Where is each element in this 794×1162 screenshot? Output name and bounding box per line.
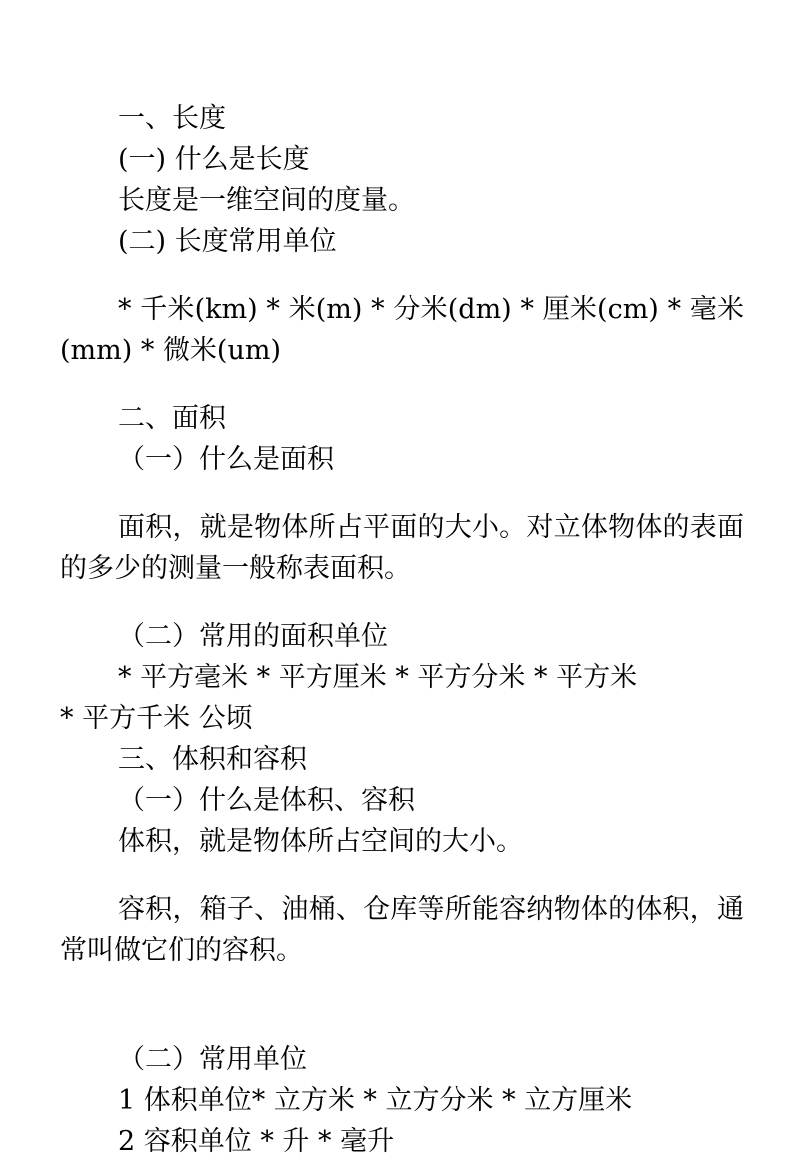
- heading-area: 二、面积: [118, 403, 226, 434]
- paragraph-volume-units-line2: 2 容积单位 * 升 * 毫升: [118, 1126, 395, 1157]
- heading-length: 一、长度: [118, 103, 226, 134]
- subheading-volume-units: （二）常用单位: [118, 1044, 307, 1075]
- blank-line: [60, 998, 744, 1039]
- heading-volume: 三、体积和容积: [118, 744, 307, 775]
- paragraph-length-definition: 长度是一维空间的度量。: [118, 185, 415, 216]
- paragraph-volume-units-line1: 1 体积单位* 立方米 * 立方分米 * 立方厘米: [118, 1085, 633, 1116]
- subheading-what-is-volume: （一）什么是体积、容积: [118, 785, 415, 816]
- paragraph-area-units-line1: * 平方毫米 * 平方厘米 * 平方分米 * 平方米: [118, 662, 638, 693]
- paragraph-volume-definition: 体积，就是物体所占空间的大小。: [118, 826, 523, 857]
- subheading-what-is-length: (一) 什么是长度: [118, 144, 310, 175]
- subheading-area-units: （二）常用的面积单位: [118, 621, 388, 652]
- paragraph-length-units: * 千米(km) * 米(m) * 分米(dm) * 厘米(cm) * 毫米(mm) * 微米(um): [60, 294, 744, 366]
- paragraph-area-units-line2: * 平方千米 公顷: [60, 703, 253, 734]
- document-body: [60, 98, 744, 1162]
- subheading-length-units: (二) 长度常用单位: [118, 226, 337, 257]
- subheading-what-is-area: （一）什么是面积: [118, 444, 334, 475]
- paragraph-capacity-definition: 容积，箱子、油桶、仓库等所能容纳物体的体积，通常叫做它们的容积。: [60, 894, 744, 966]
- paragraph-area-definition: 面积，就是物体所占平面的大小。对立体物体的表面的多少的测量一般称表面积。: [60, 512, 744, 584]
